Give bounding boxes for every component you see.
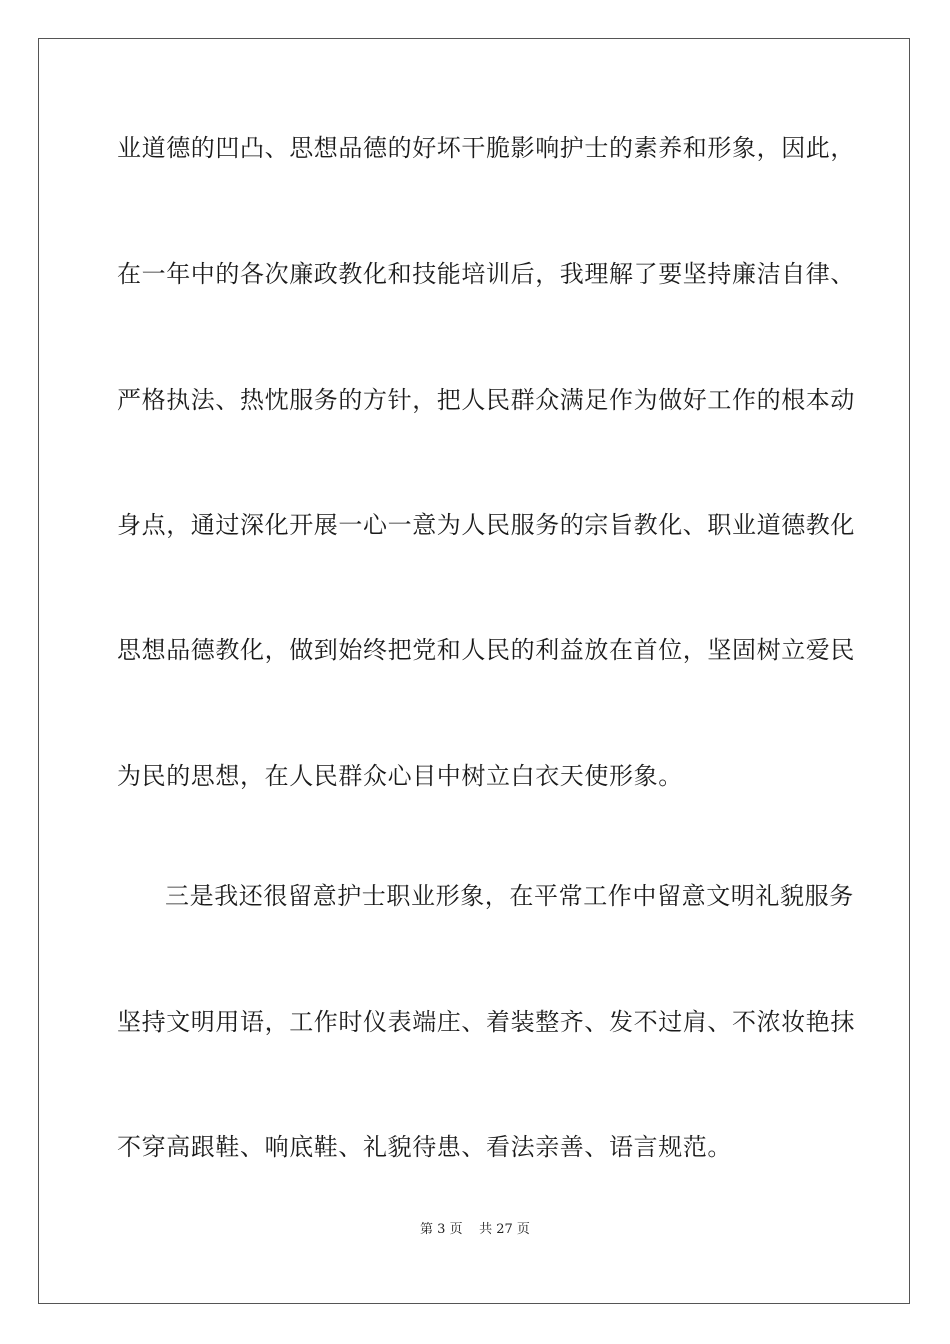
body-line-1: 业道德的凹凸、思想品德的好坏干脆影响护士的素养和形象，因此，	[117, 134, 855, 162]
body-line-5: 思想品德教化，做到始终把党和人民的利益放在首位，坚固树立爱民	[117, 636, 855, 664]
body-line-6: 为民的思想，在人民群众心目中树立白衣天使形象。	[117, 762, 683, 790]
page-total: 共 27 页	[479, 1222, 530, 1237]
page-border	[38, 38, 910, 1304]
body-line-4: 身点，通过深化开展一心一意为人民服务的宗旨教化、职业道德教化	[117, 511, 855, 539]
body-line-7-paragraph-start: 三是我还很留意护士职业形象，在平常工作中留意文明礼貌服务	[165, 882, 854, 910]
page-footer	[0, 1218, 950, 1237]
body-line-3: 严格执法、热忱服务的方针，把人民群众满足作为做好工作的根本动	[117, 386, 855, 414]
body-line-9: 不穿高跟鞋、响底鞋、礼貌待患、看法亲善、语言规范。	[117, 1133, 732, 1161]
page-number: 第 3 页	[420, 1222, 463, 1237]
body-line-8: 坚持文明用语，工作时仪表端庄、着装整齐、发不过肩、不浓妆艳抹	[117, 1008, 855, 1036]
body-line-2: 在一年中的各次廉政教化和技能培训后，我理解了要坚持廉洁自律、	[117, 260, 855, 288]
